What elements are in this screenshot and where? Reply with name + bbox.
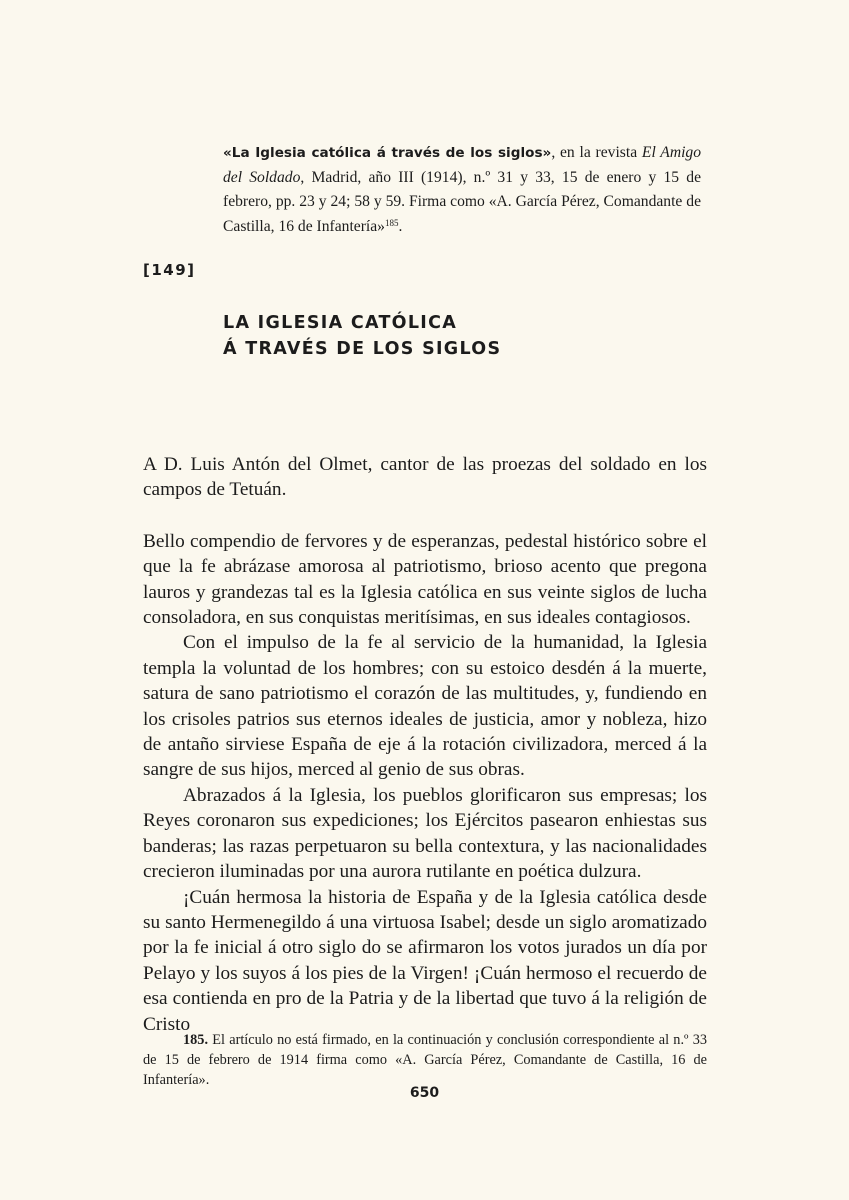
source-end: .	[398, 217, 403, 235]
footnote-text: El artículo no está firmado, en la continuación y conclusión correspondiente al n.º 33 de 15 de febrero de 1914 firma como «A. García Pérez, Comandante de Castilla, 16 de Infantería».	[143, 1032, 707, 1088]
source-details: , Madrid, año III (1914), n.º 31 y 33, 15 de enero y 15 de febrero, pp. 23 y 24; 58 y 59. Firma como «A. García Pérez, Comandante de Castilla, 16 de Infantería»	[223, 168, 701, 235]
title-line: LA IGLESIA CATÓLICA	[223, 313, 458, 333]
source-connector: , en la revista	[551, 144, 642, 161]
document-number: [149]	[143, 261, 196, 279]
body-paragraph: Bello compendio de fervores y de esperanzas, pedestal histórico sobre el que la fe abrázase amorosa al patriotismo, brioso acento que pregona lauros y grandezas tal es la Iglesia católica en sus veinte siglos de lucha consoladora, en sus conquistas meritísimas, en sus ideales contagiosos.	[143, 530, 707, 629]
footnote-number: 185.	[183, 1032, 209, 1048]
source-magazine-name: El Amigo del Soldado	[223, 144, 702, 186]
footnote-reference[interactable]: 185	[384, 217, 399, 228]
source-article-title: «La Iglesia católica á través de los siglos»	[223, 145, 552, 161]
body-paragraph: ¡Cuán hermosa la historia de España y de la Iglesia católica desde su santo Hermenegildo á una virtuosa Isabel; desde un siglo aromatizado por la fe inicial á otro siglo do se afirmaron los votos jurados un día por Pelayo y los suyos á los pies de la Virgen! ¡Cuán hermoso el recuerdo de esa contienda en pro de la Patria y de la libertad que tuvo á la religión de Cristo	[143, 886, 707, 1035]
body-paragraph: Con el impulso de la fe al servicio de la humanidad, la Iglesia templa la voluntad de los hombres; con su estoico desdén á la muerte, satura de sano patriotismo el corazón de las multitudes, y, fundiendo en los crisoles patrios sus eternos ideales de justicia, amor y nobleza, hizo de antaño sirviese España de eje á la rotación civilizadora, merced á la sangre de sus hijos, merced al genio de sus obras.	[143, 632, 707, 781]
source-note	[223, 141, 701, 239]
body-paragraph: Abrazados á la Iglesia, los pueblos glorificaron sus empresas; los Reyes coronaron sus expediciones; los Ejércitos pasearon enhiestas sus banderas; las razas perpetuaron su bella contextura, y las nacionalidades crecieron iluminadas por una aurora rutilante en poética dulzura.	[143, 784, 707, 883]
article-body	[143, 452, 707, 1037]
footnote	[143, 1030, 707, 1090]
dedication: A D. Luis Antón del Olmet, cantor de las proezas del soldado en los campos de Tetuán.	[143, 454, 707, 501]
title-line: Á TRAVÉS DE LOS SIGLOS	[223, 339, 502, 359]
article-title	[223, 310, 703, 362]
page-number: 650	[409, 1085, 440, 1101]
